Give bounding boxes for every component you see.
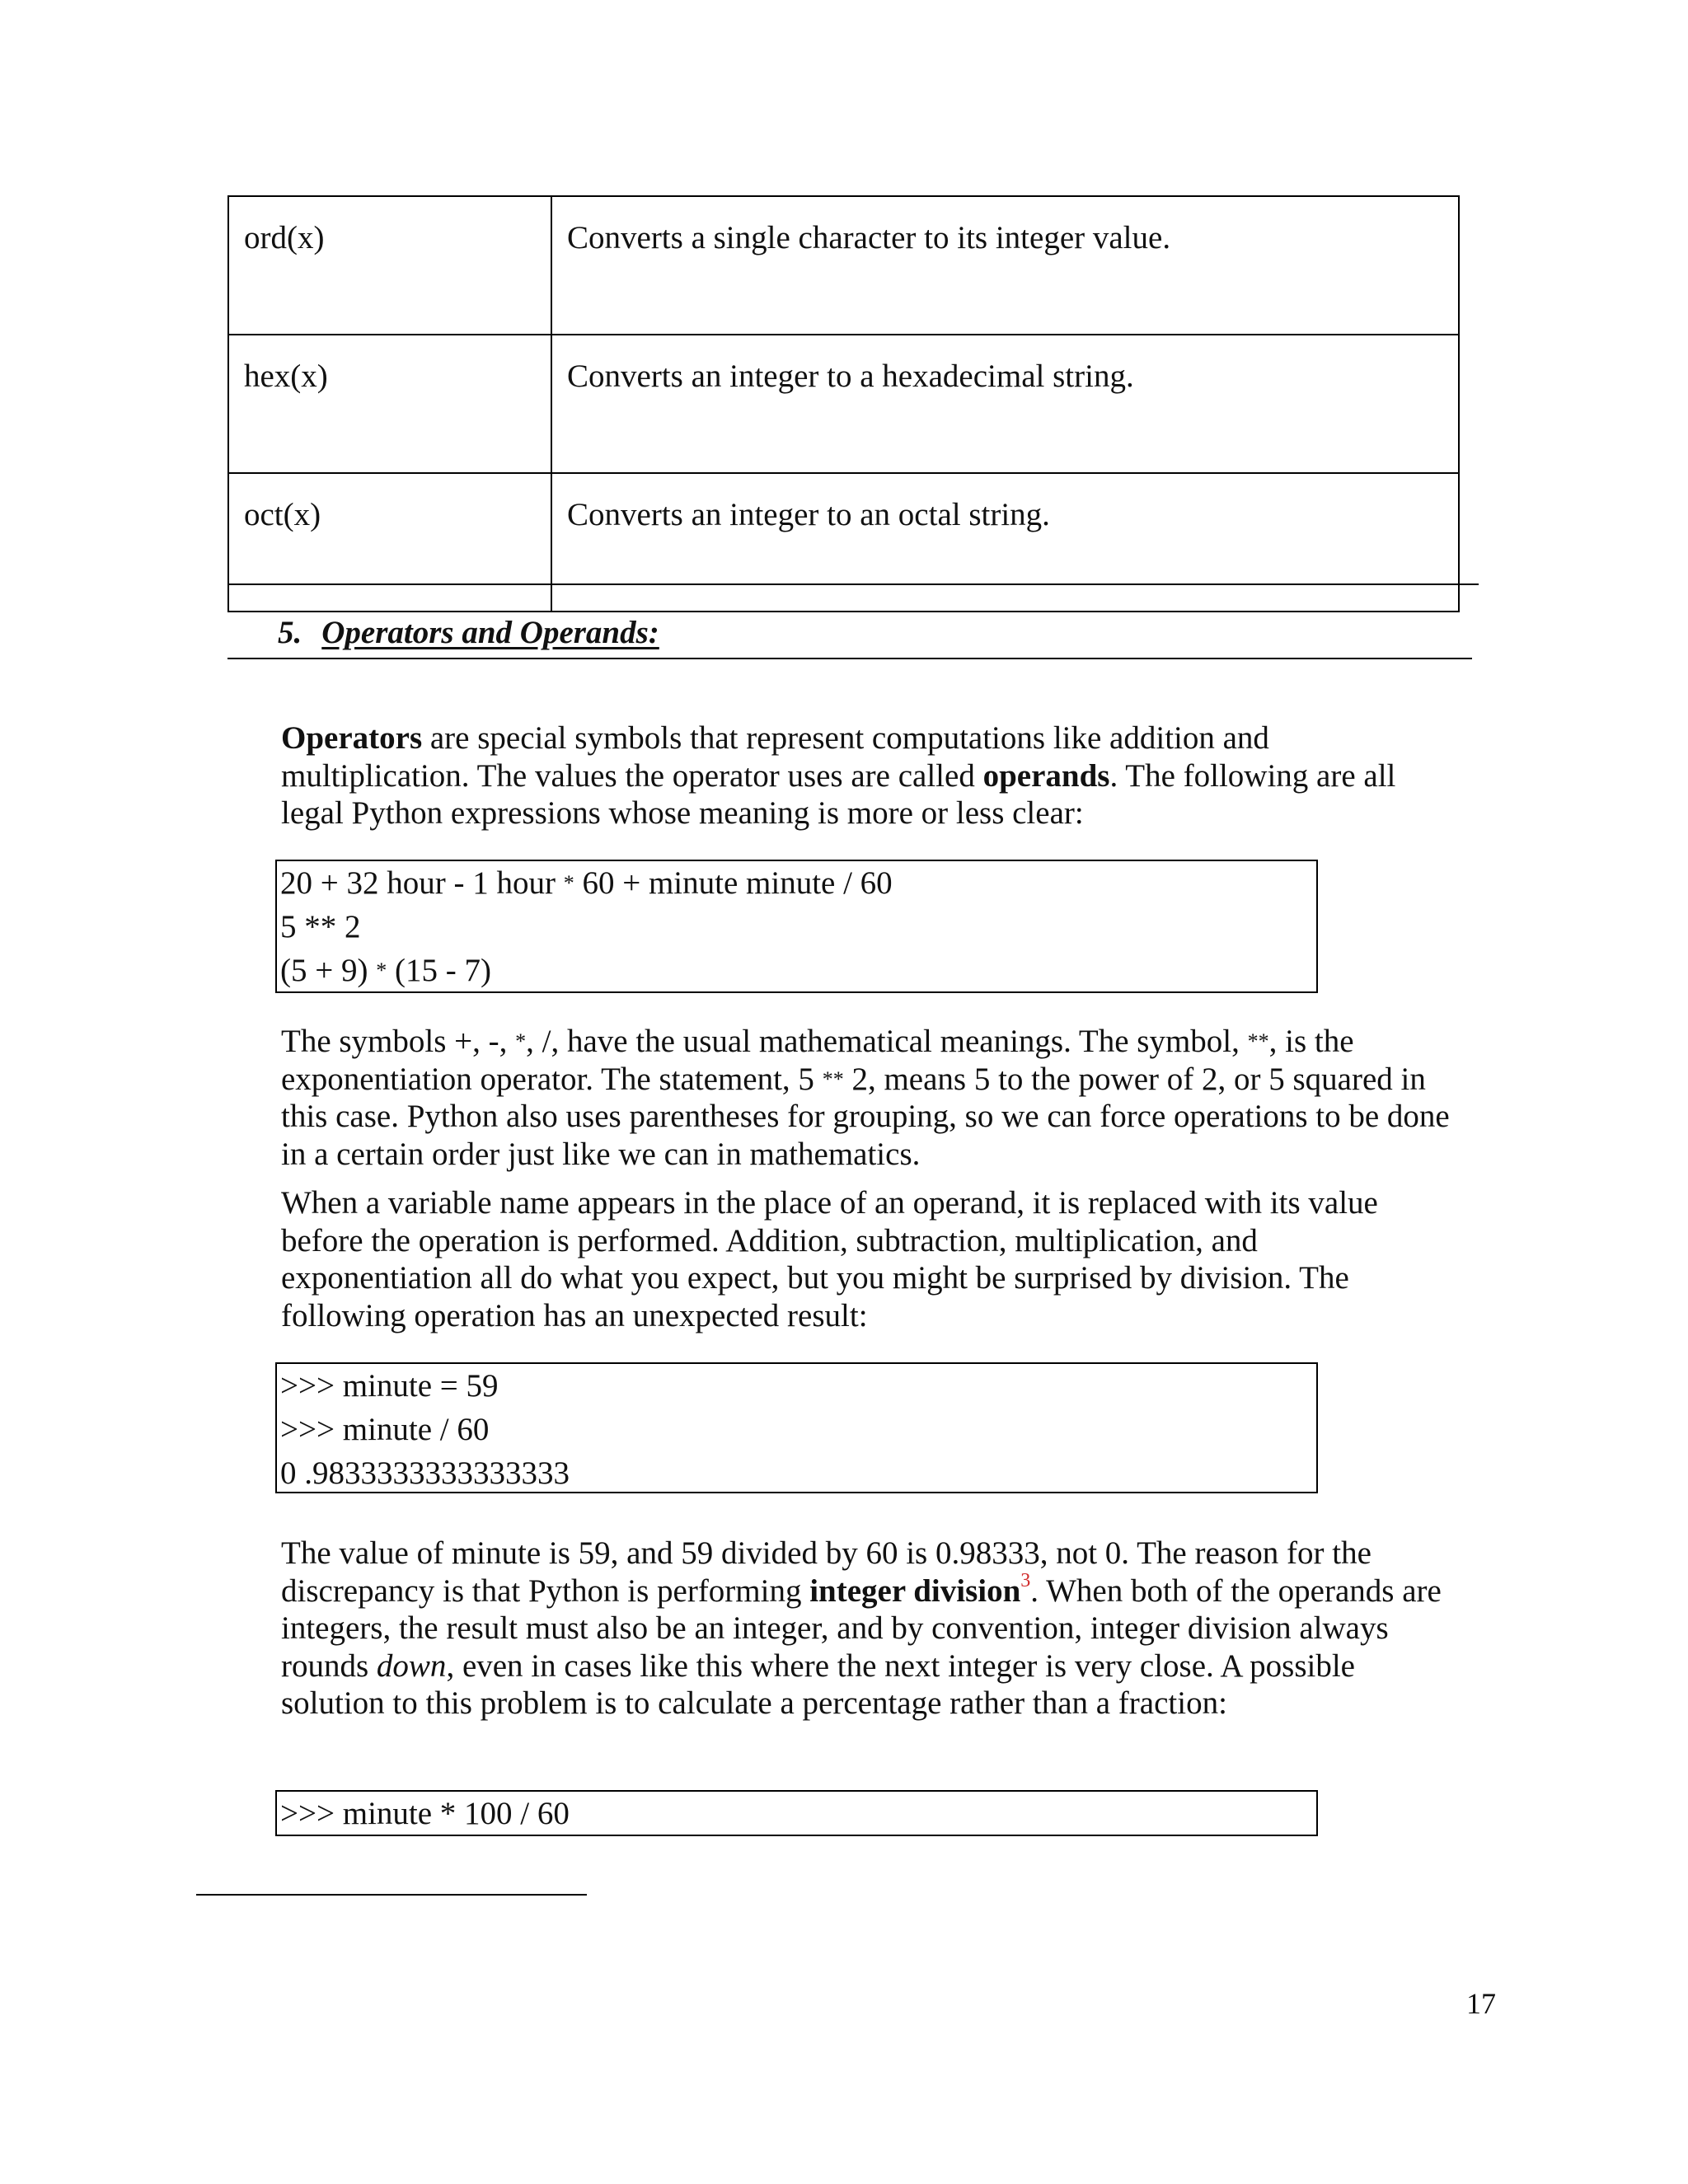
code-line: >>> minute * 100 / 60: [280, 1796, 570, 1831]
function-description: Converts an integer to an octal string.: [551, 473, 1459, 612]
section-title: Operators and Operands:: [321, 615, 659, 650]
paragraph-symbols: The symbols +, -, *, /, have the usual mathematical meanings. The symbol, **, is the exponentiation operator. The statement, 5 ** 2, means 5 to the power of 2, or 5 squared in this case. Python also uses parentheses for grouping, so we can force operations to be done in a certain order just like we can in mathematics.: [281, 1024, 1450, 1172]
table-row: [228, 196, 1459, 335]
function-name: ord(x): [228, 196, 551, 335]
code-line: >>> minute = 59: [280, 1368, 499, 1404]
code-example-expressions: [275, 860, 1318, 993]
section-rule-bottom: [227, 658, 1472, 659]
paragraph-operators: Operators are special symbols that represent computations like addition and multiplication. The values the operator uses are called operands. The following are all legal Python expressions whose meaning is more or less clear:: [281, 720, 1396, 831]
code-line: >>> minute / 60: [280, 1412, 490, 1447]
term-operators: Operators: [281, 720, 423, 756]
function-name: oct(x): [228, 473, 551, 612]
paragraph-variables: When a variable name appears in the place of an operand, it is replaced with its value before the operation is performed. Addition, subtraction, multiplication, and exponentiation all do what you expect, but you might be surprised by division. The following operation has an unexpected result:: [281, 1185, 1378, 1333]
section-heading: [278, 614, 659, 651]
paragraph-integer-division: The value of minute is 59, and 59 divided by 60 is 0.98333, not 0. The reason for the discrepancy is that Python is performing integer division$^3$. When both of the operands are integers, the result must also be an integer, and by convention, integer division always rounds down, even in cases like this where the next integer is very close. A possible solution to this problem is to calculate a percentage rather than a fraction:: [281, 1535, 1442, 1721]
function-name: hex(x): [228, 335, 551, 473]
code-line: 20 + 32 hour - 1 hour * 60 + minute minute / 60: [280, 865, 893, 901]
footnote-ref[interactable]: 3: [1020, 1569, 1031, 1591]
code-example-division: [275, 1362, 1318, 1493]
function-table: [227, 195, 1460, 612]
code-line: 0 .9833333333333333: [280, 1455, 570, 1491]
term-integer-division: integer division: [809, 1572, 1021, 1609]
table-row: [228, 335, 1459, 473]
code-line: (5 + 9) * (15 - 7): [280, 953, 491, 988]
section-number: 5.: [278, 615, 302, 650]
table-row: [228, 473, 1459, 612]
code-example-percentage: [275, 1790, 1318, 1836]
code-line: 5 ** 2: [280, 909, 361, 944]
function-description: Converts a single character to its integer value.: [551, 196, 1459, 335]
page-number: 17: [1466, 1987, 1496, 2020]
footnote-separator: [196, 1894, 587, 1896]
function-description: Converts an integer to a hexadecimal string.: [551, 335, 1459, 473]
section-rule-top: [227, 583, 1479, 585]
term-operands: operands: [982, 757, 1110, 794]
